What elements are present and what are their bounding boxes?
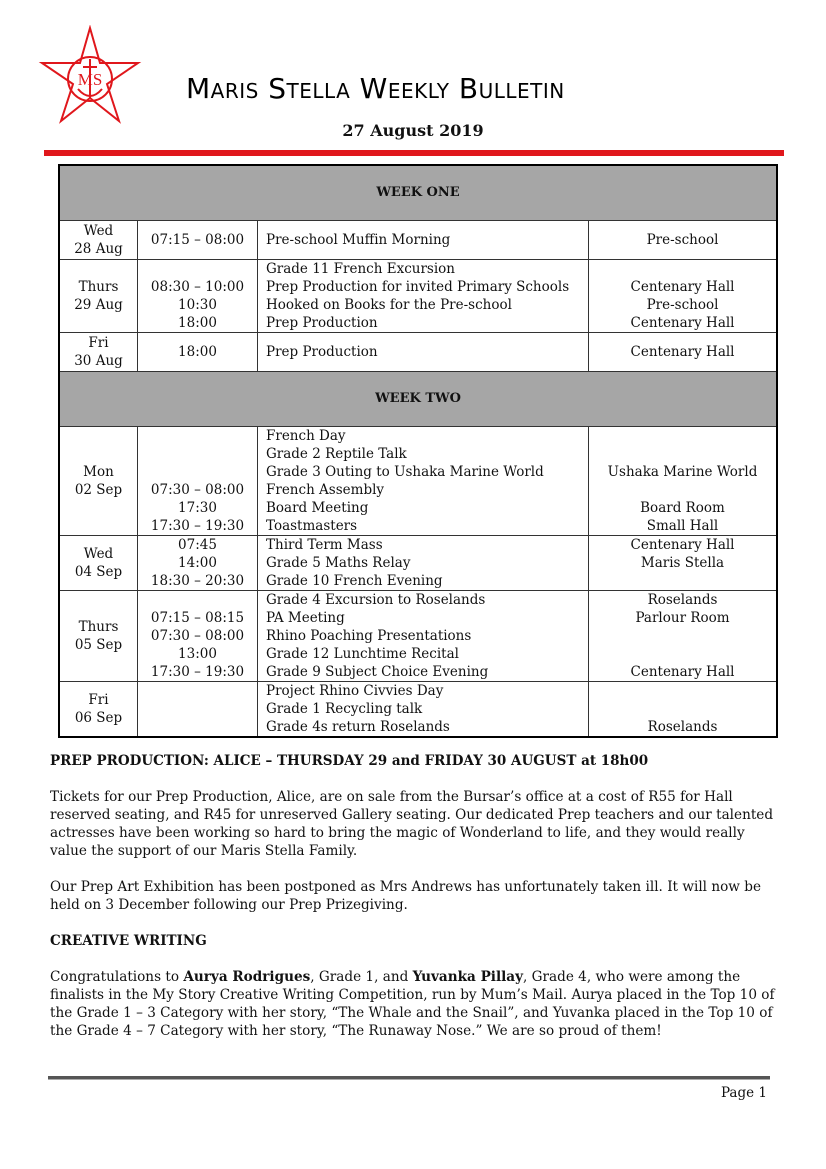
venue-cell — [589, 536, 778, 591]
event-line: Hooked on Books for the Pre-school — [266, 297, 512, 313]
day-line: 05 Sep — [74, 637, 123, 653]
venue-cell — [589, 260, 778, 333]
week-label: WEEK TWO — [59, 372, 777, 427]
school-logo — [38, 25, 142, 127]
time-cell — [138, 221, 258, 260]
bulletin-date: 27 August 2019 — [342, 121, 484, 140]
venue-cell — [589, 682, 778, 738]
student-name-1: Aurya Rodrigues — [183, 969, 311, 985]
time-line — [146, 700, 249, 718]
prep-production-heading: PREP PRODUCTION: ALICE – THURSDAY 29 and FRIDAY 30 AUGUST at 18h00 — [50, 753, 649, 769]
event-line: Grade 1 Recycling talk — [266, 701, 423, 717]
schedule-row — [59, 427, 777, 536]
time-line: 07:30 – 08:00 — [150, 482, 245, 498]
day-line: 04 Sep — [74, 564, 123, 580]
event-line: Grade 4 Excursion to Roselands — [266, 592, 486, 608]
event-cell — [258, 591, 589, 682]
venue-cell — [589, 333, 778, 372]
event-cell — [258, 427, 589, 536]
time-line — [146, 591, 249, 609]
venue-cell — [589, 591, 778, 682]
venue-line: Roselands — [647, 592, 718, 608]
venue-line: Centenary Hall — [630, 344, 735, 360]
day-line: 29 Aug — [74, 297, 123, 313]
day-line: Thurs — [78, 619, 119, 635]
schedule-row — [59, 221, 777, 260]
cw-text-2: , Grade 1, and — [310, 969, 413, 985]
time-line: 18:30 – 20:30 — [150, 573, 245, 589]
time-line: 07:45 — [178, 537, 217, 553]
event-line: Grade 5 Maths Relay — [266, 555, 411, 571]
day-cell — [59, 591, 138, 682]
venue-line: Small Hall — [646, 518, 719, 534]
week-header-row — [59, 372, 777, 427]
time-line — [146, 463, 249, 481]
prep-production-paragraph: Tickets for our Prep Production, Alice, are on sale from the Bursar’s office at a cost of R55 for Hall reserved seating, and R45 for unreserved Gallery seating. Our dedicated Prep teachers and our talented actresses have been working so hard to bring the magic of Wonderland to life, and they would really value the support of our Maris Stella Family. — [50, 789, 774, 859]
time-line — [146, 718, 249, 736]
event-line: Prep Production for invited Primary Schools — [266, 279, 570, 295]
venue-line: Centenary Hall — [630, 315, 735, 331]
day-cell — [59, 333, 138, 372]
event-line: Grade 9 Subject Choice Evening — [266, 664, 489, 680]
venue-line — [597, 700, 768, 718]
venue-line: Pre-school — [646, 232, 719, 248]
event-line: Grade 11 French Excursion — [266, 261, 455, 277]
time-line: 07:30 – 08:00 — [150, 628, 245, 644]
event-line: Board Meeting — [266, 500, 369, 516]
day-line: 28 Aug — [74, 241, 123, 257]
time-cell — [138, 536, 258, 591]
time-line — [146, 445, 249, 463]
event-line: French Assembly — [266, 482, 385, 498]
day-line: Thurs — [78, 279, 119, 295]
header-divider — [44, 150, 784, 156]
venue-line: Centenary Hall — [630, 279, 735, 295]
event-line: Grade 12 Lunchtime Recital — [266, 646, 459, 662]
bulletin-content — [50, 752, 780, 1058]
event-line: French Day — [266, 428, 346, 444]
time-cell — [138, 591, 258, 682]
time-line: 17:30 – 19:30 — [150, 518, 245, 534]
day-line: Fri — [88, 692, 109, 708]
schedule-row — [59, 333, 777, 372]
page-number: Page 1 — [720, 1085, 767, 1101]
time-line: 17:30 – 19:30 — [150, 664, 245, 680]
event-line: Rhino Poaching Presentations — [266, 628, 472, 644]
schedule-row — [59, 682, 777, 738]
creative-writing-paragraph — [50, 968, 780, 1040]
venue-line: Ushaka Marine World — [607, 464, 758, 480]
day-cell — [59, 427, 138, 536]
event-line: PA Meeting — [266, 610, 345, 626]
venue-line — [597, 481, 768, 499]
event-line: Pre-school Muffin Morning — [266, 232, 451, 248]
time-line: 07:15 – 08:00 — [150, 232, 245, 248]
time-line: 13:00 — [178, 646, 217, 662]
time-line: 07:15 – 08:15 — [150, 610, 245, 626]
venue-line — [597, 645, 768, 663]
venue-line — [597, 260, 768, 278]
week-header-row — [59, 165, 777, 221]
venue-line — [597, 572, 768, 590]
day-cell — [59, 682, 138, 738]
creative-writing-heading: CREATIVE WRITING — [50, 933, 207, 949]
footer-divider — [48, 1076, 770, 1080]
schedule-row — [59, 591, 777, 682]
event-line: Grade 10 French Evening — [266, 573, 443, 589]
venue-line — [597, 427, 768, 445]
venue-line: Parlour Room — [635, 610, 730, 626]
event-line: Third Term Mass — [266, 537, 383, 553]
logo-text: MS — [77, 70, 103, 89]
venue-line: Board Room — [640, 500, 725, 516]
cw-text-3: , Grade 4, who were among the finalists in the My Story Creative Writing Competition, run by Mum’s Mail. Aurya placed in the Top 10 of the Grade 1 – 3 Category with her story, “The Whale and the Snail”, and Yuvanka placed in the Top 10 of the Grade 4 – 7 Category with her story, “The Runaway Nose.” We are so proud of them! — [50, 969, 775, 1039]
day-line: 30 Aug — [74, 353, 123, 369]
time-line: 18:00 — [178, 315, 217, 331]
time-line: 18:00 — [178, 344, 217, 360]
event-cell — [258, 260, 589, 333]
venue-line — [597, 682, 768, 700]
day-cell — [59, 260, 138, 333]
time-cell — [138, 682, 258, 738]
venue-line: Pre-school — [646, 297, 719, 313]
event-cell — [258, 333, 589, 372]
day-line: Fri — [88, 335, 109, 351]
bulletin-title: Maris Stella Weekly Bulletin — [186, 72, 565, 105]
day-cell — [59, 221, 138, 260]
schedule-row — [59, 260, 777, 333]
time-cell — [138, 260, 258, 333]
event-line: Toastmasters — [266, 518, 358, 534]
schedule-row — [59, 536, 777, 591]
venue-line — [597, 445, 768, 463]
event-cell — [258, 682, 589, 738]
time-line: 10:30 — [178, 297, 217, 313]
venue-line: Centenary Hall — [630, 537, 735, 553]
event-line: Project Rhino Civvies Day — [266, 683, 444, 699]
event-line: Prep Production — [266, 315, 378, 331]
event-line: Grade 4s return Roselands — [266, 719, 450, 735]
day-line: Wed — [83, 223, 114, 239]
venue-line — [597, 627, 768, 645]
day-line: 02 Sep — [74, 482, 123, 498]
day-cell — [59, 536, 138, 591]
venue-line: Centenary Hall — [630, 664, 735, 680]
venue-line: Roselands — [647, 719, 718, 735]
event-cell — [258, 536, 589, 591]
student-name-2: Yuvanka Pillay — [412, 969, 524, 985]
time-line: 17:30 — [178, 500, 217, 516]
time-line: 14:00 — [178, 555, 217, 571]
time-line — [146, 682, 249, 700]
day-line: Mon — [83, 464, 114, 480]
art-exhibition-paragraph: Our Prep Art Exhibition has been postponed as Mrs Andrews has unfortunately taken ill. It will now be held on 3 December following our Prep Prizegiving. — [50, 879, 761, 913]
cw-text-1: Congratulations to — [50, 969, 184, 985]
time-cell — [138, 427, 258, 536]
venue-cell — [589, 221, 778, 260]
venue-line: Maris Stella — [640, 555, 725, 571]
venue-cell — [589, 427, 778, 536]
day-line: Wed — [83, 546, 114, 562]
time-line — [146, 427, 249, 445]
event-cell — [258, 221, 589, 260]
time-line — [146, 260, 249, 278]
time-line: 08:30 – 10:00 — [150, 279, 245, 295]
event-line: Prep Production — [266, 344, 378, 360]
week-label: WEEK ONE — [59, 165, 777, 221]
day-line: 06 Sep — [74, 710, 123, 726]
event-line: Grade 3 Outing to Ushaka Marine World — [266, 464, 544, 480]
schedule-table — [58, 164, 778, 738]
event-line: Grade 2 Reptile Talk — [266, 446, 407, 462]
time-cell — [138, 333, 258, 372]
